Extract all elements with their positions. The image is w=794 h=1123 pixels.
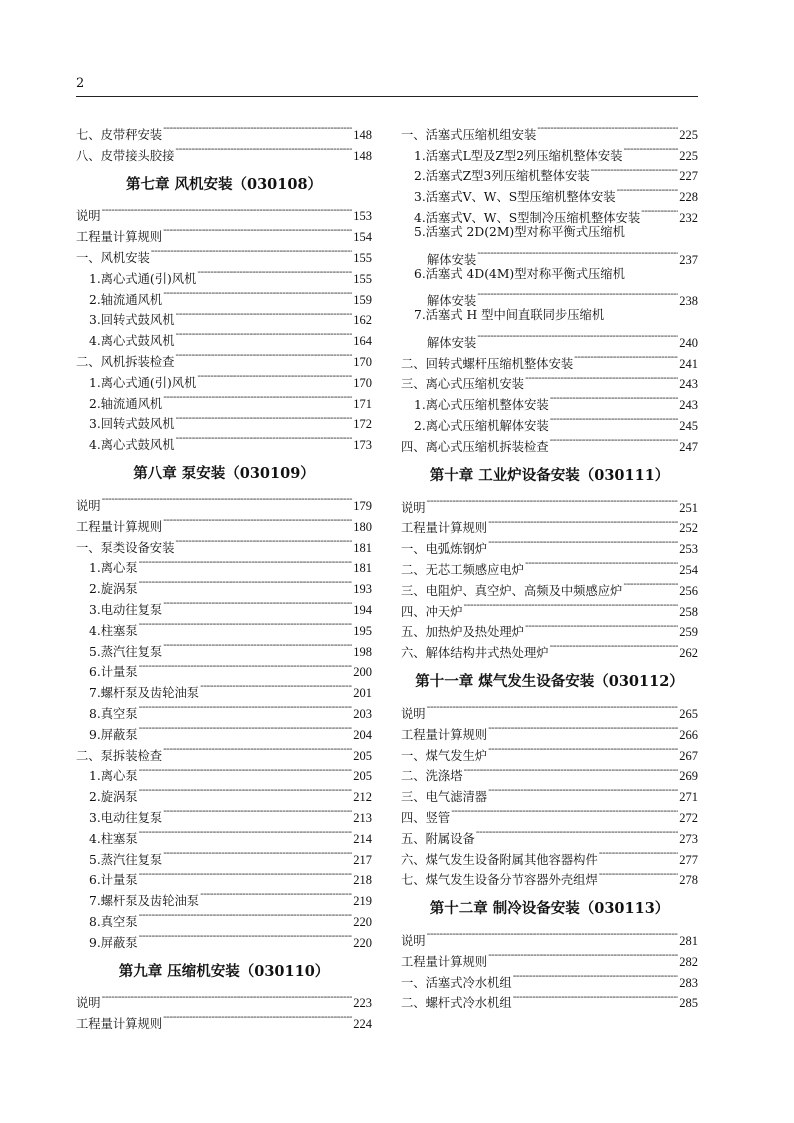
dot-leader bbox=[476, 822, 678, 843]
toc-entry-page: 164 bbox=[353, 334, 372, 349]
dot-leader bbox=[163, 739, 352, 760]
toc-entry-title: 3.回转式鼓风机 bbox=[89, 313, 175, 328]
toc-entry-page: 193 bbox=[353, 582, 372, 597]
toc-entry-page: 258 bbox=[679, 604, 698, 619]
dot-leader bbox=[550, 388, 679, 409]
dot-leader bbox=[599, 843, 678, 864]
toc-entry[interactable] bbox=[76, 200, 372, 224]
toc-entry-page: 267 bbox=[679, 748, 698, 763]
toc-entry-title: 工程量计算规则 bbox=[401, 954, 488, 969]
dot-leader bbox=[488, 532, 678, 553]
toc-entry-page: 256 bbox=[679, 583, 698, 598]
toc-entry[interactable] bbox=[76, 987, 372, 1011]
toc-entry-page: 217 bbox=[353, 852, 372, 867]
toc-entry-title: 解体安装 bbox=[427, 252, 477, 267]
dot-leader bbox=[617, 180, 679, 201]
dot-leader bbox=[176, 428, 353, 449]
toc-entry[interactable] bbox=[401, 512, 698, 536]
toc-entry-page: 282 bbox=[679, 954, 698, 969]
toc-entry-title: 工程量计算规则 bbox=[401, 727, 488, 742]
toc-entry-page: 204 bbox=[353, 727, 372, 742]
dot-leader bbox=[464, 760, 679, 781]
toc-right-column bbox=[401, 118, 698, 1011]
toc-entry-title: 二、螺杆式冷水机组 bbox=[401, 996, 512, 1011]
toc-entry-title: 9.屏蔽泵 bbox=[89, 935, 138, 950]
chapter-heading: 第七章 风机安装（030108） bbox=[125, 175, 323, 193]
dot-leader bbox=[163, 593, 352, 614]
dot-leader bbox=[163, 283, 352, 304]
dot-leader bbox=[139, 614, 353, 635]
dot-leader bbox=[139, 780, 353, 801]
dot-leader bbox=[163, 635, 352, 656]
dot-leader bbox=[550, 409, 679, 430]
toc-entry-title: 一、风机安装 bbox=[76, 250, 150, 265]
toc-entry-title: 6.计量泵 bbox=[89, 665, 138, 680]
toc-entry-title: 一、活塞式冷水机组 bbox=[401, 975, 512, 990]
toc-entry-title: 3.电动往复泵 bbox=[89, 602, 163, 617]
dot-leader bbox=[477, 284, 678, 305]
toc-entry-page: 148 bbox=[353, 148, 372, 163]
toc-entry-title: 2.轴流通风机 bbox=[89, 396, 163, 411]
toc-entry-page: 283 bbox=[679, 975, 698, 990]
toc-entry-page: 273 bbox=[679, 831, 698, 846]
dot-leader bbox=[525, 616, 678, 637]
dot-leader bbox=[513, 987, 679, 1008]
toc-entry-page: 252 bbox=[679, 521, 698, 536]
toc-entry-title: 2.旋涡泵 bbox=[89, 790, 138, 805]
toc-entry-title: 工程量计算规则 bbox=[76, 230, 163, 245]
toc-entry-title: 8.真空泵 bbox=[89, 706, 138, 721]
toc-entry-title: 说明 bbox=[76, 498, 101, 513]
dot-leader bbox=[550, 430, 679, 451]
toc-entry-page: 225 bbox=[679, 148, 698, 163]
toc-entry-page: 253 bbox=[679, 542, 698, 557]
toc-entry-title: 7.螺杆泵及齿轮油泵 bbox=[89, 686, 200, 701]
dot-leader bbox=[550, 636, 679, 657]
dot-leader bbox=[176, 324, 353, 345]
dot-leader bbox=[451, 801, 678, 822]
toc-entry-page: 205 bbox=[353, 748, 372, 763]
toc-entry-page: 265 bbox=[679, 706, 698, 721]
toc-entry-title: 1.活塞式L型及Z型2列压缩机整体安装 bbox=[414, 148, 623, 163]
toc-entry-page: 173 bbox=[353, 438, 372, 453]
toc-entry-title: 二、无芯工频感应电炉 bbox=[401, 562, 524, 577]
toc-entry-title: 说明 bbox=[401, 500, 426, 515]
toc-entry-title: 三、离心式压缩机安装 bbox=[401, 377, 524, 392]
toc-entry[interactable] bbox=[401, 491, 698, 515]
chapter-heading: 第十章 工业炉设备安装（030111） bbox=[429, 466, 670, 484]
toc-entry-title: 4.活塞式V、W、S型制冷压缩机整体安装 bbox=[414, 210, 641, 225]
toc-entry-page: 247 bbox=[679, 439, 698, 454]
toc-entry-title: 说明 bbox=[401, 706, 426, 721]
toc-entry-page: 203 bbox=[353, 706, 372, 721]
toc-entry-title: 6.活塞式 4D(4M)型对称平衡式压缩机 bbox=[414, 266, 625, 281]
toc-entry[interactable] bbox=[401, 305, 698, 326]
toc-entry-page: 240 bbox=[679, 335, 698, 350]
toc-entry-page: 155 bbox=[353, 250, 372, 265]
dot-leader bbox=[574, 347, 678, 368]
dot-leader bbox=[525, 553, 678, 574]
toc-entry-page: 181 bbox=[353, 561, 372, 576]
toc-entry-page: 179 bbox=[353, 498, 372, 513]
toc-entry[interactable] bbox=[76, 489, 372, 513]
toc-entry-title: 二、风机拆装检查 bbox=[76, 354, 175, 369]
toc-entry-title: 5.活塞式 2D(2M)型对称平衡式压缩机 bbox=[414, 224, 625, 239]
toc-entry-title: 1.离心式压缩机整体安装 bbox=[414, 398, 549, 413]
toc-entry[interactable] bbox=[76, 118, 372, 142]
header-rule bbox=[76, 96, 698, 97]
toc-entry-title: 3.回转式鼓风机 bbox=[89, 417, 175, 432]
toc-entry[interactable] bbox=[401, 326, 698, 350]
page-number: 2 bbox=[76, 76, 85, 91]
toc-entry-page: 245 bbox=[679, 418, 698, 433]
toc-entry-page: 241 bbox=[679, 356, 698, 371]
dot-leader bbox=[139, 718, 353, 739]
toc-entry-page: 180 bbox=[353, 519, 372, 534]
toc-entry[interactable] bbox=[76, 510, 372, 534]
dot-leader bbox=[641, 201, 678, 222]
dot-leader bbox=[139, 905, 353, 926]
toc-entry-title: 七、皮带秤安装 bbox=[76, 127, 163, 142]
dot-leader bbox=[623, 574, 678, 595]
dot-leader bbox=[175, 139, 352, 160]
chapter-heading: 第十二章 制冷设备安装（030113） bbox=[429, 900, 670, 918]
toc-entry-title: 1.离心式通(引)风机 bbox=[89, 375, 197, 390]
dot-leader bbox=[139, 760, 353, 781]
toc-entry-title: 五、加热炉及热处理炉 bbox=[401, 625, 524, 640]
toc-entry-page: 181 bbox=[353, 540, 372, 555]
dot-leader bbox=[102, 987, 353, 1008]
dot-leader bbox=[427, 491, 679, 512]
dot-leader bbox=[525, 368, 678, 389]
dot-leader bbox=[464, 595, 679, 616]
toc-entry-page: 201 bbox=[353, 686, 372, 701]
dot-leader bbox=[477, 326, 678, 347]
toc-entry-page: 238 bbox=[679, 294, 698, 309]
toc-entry-page: 170 bbox=[353, 354, 372, 369]
dot-leader bbox=[197, 366, 352, 387]
toc-entry-title: 4.柱塞泵 bbox=[89, 831, 138, 846]
dot-leader bbox=[163, 843, 352, 864]
toc-entry-title: 二、泵拆装检查 bbox=[76, 748, 163, 763]
dot-leader bbox=[488, 718, 678, 739]
dot-leader bbox=[163, 510, 352, 531]
dot-leader bbox=[139, 552, 353, 573]
toc-entry-title: 四、冲天炉 bbox=[401, 604, 463, 619]
dot-leader bbox=[537, 118, 678, 139]
dot-leader bbox=[200, 884, 352, 905]
toc-entry-page: 212 bbox=[353, 790, 372, 805]
toc-entry-page: 225 bbox=[679, 127, 698, 142]
toc-entry[interactable] bbox=[401, 697, 698, 721]
toc-entry-page: 277 bbox=[679, 852, 698, 867]
toc-entry-page: 251 bbox=[679, 500, 698, 515]
toc-entry-page: 220 bbox=[353, 914, 372, 929]
toc-entry-page: 271 bbox=[679, 790, 698, 805]
toc-entry-title: 解体安装 bbox=[427, 294, 477, 309]
toc-entry-title: 六、煤气发生设备附属其他容器构件 bbox=[401, 852, 598, 867]
toc-entry[interactable] bbox=[401, 924, 698, 949]
toc-entry-title: 一、煤气发生炉 bbox=[401, 748, 488, 763]
toc-entry-title: 工程量计算规则 bbox=[401, 521, 488, 536]
toc-entry-page: 243 bbox=[679, 398, 698, 413]
dot-leader bbox=[175, 531, 352, 552]
toc-entry-page: 278 bbox=[679, 873, 698, 888]
dot-leader bbox=[513, 966, 679, 987]
toc-entry-page: 154 bbox=[353, 230, 372, 245]
dot-leader bbox=[488, 739, 678, 760]
dot-leader bbox=[139, 697, 353, 718]
toc-entry-title: 3.电动往复泵 bbox=[89, 810, 163, 825]
dot-leader bbox=[163, 1007, 352, 1028]
dot-leader bbox=[175, 345, 352, 366]
toc-entry-page: 272 bbox=[679, 810, 698, 825]
toc-entry-page: 205 bbox=[353, 769, 372, 784]
dot-leader bbox=[151, 241, 352, 262]
toc-entry-title: 5.蒸汽往复泵 bbox=[89, 644, 163, 659]
toc-entry-title: 4.离心式鼓风机 bbox=[89, 334, 175, 349]
dot-leader bbox=[427, 697, 679, 718]
dot-leader bbox=[163, 220, 352, 241]
toc-entry-page: 148 bbox=[353, 127, 372, 142]
toc-entry-page: 269 bbox=[679, 769, 698, 784]
toc-entry-title: 三、电阻炉、真空炉、高频及中频感应炉 bbox=[401, 583, 623, 598]
toc-entry-title: 工程量计算规则 bbox=[76, 519, 163, 534]
dot-leader bbox=[427, 924, 679, 945]
dot-leader bbox=[477, 243, 678, 264]
toc-entry-title: 四、竖管 bbox=[401, 810, 451, 825]
dot-leader bbox=[176, 304, 353, 325]
toc-entry-page: 159 bbox=[353, 292, 372, 307]
toc-entry-title: 说明 bbox=[401, 934, 426, 949]
dot-leader bbox=[488, 780, 678, 801]
toc-left-column bbox=[76, 118, 372, 1032]
toc-entry-title: 说明 bbox=[76, 996, 101, 1011]
toc-entry-title: 4.离心式鼓风机 bbox=[89, 438, 175, 453]
toc-entry-page: 232 bbox=[679, 210, 698, 225]
toc-entry-page: 195 bbox=[353, 623, 372, 638]
toc-entry-title: 工程量计算规则 bbox=[76, 1017, 163, 1032]
toc-entry-title: 五、附属设备 bbox=[401, 831, 475, 846]
dot-leader bbox=[176, 408, 353, 429]
dot-leader bbox=[163, 801, 352, 822]
dot-leader bbox=[488, 512, 678, 533]
dot-leader bbox=[163, 118, 352, 139]
chapter-heading: 第八章 泵安装（030109） bbox=[133, 465, 315, 483]
dot-leader bbox=[102, 489, 353, 510]
toc-entry[interactable] bbox=[76, 220, 372, 245]
toc-entry-page: 194 bbox=[353, 602, 372, 617]
dot-leader bbox=[599, 864, 678, 885]
toc-entry-page: 219 bbox=[353, 894, 372, 909]
toc-entry-title: 解体安装 bbox=[427, 335, 477, 350]
toc-entry-page: 200 bbox=[353, 665, 372, 680]
toc-entry-page: 262 bbox=[679, 646, 698, 661]
toc-entry-page: 227 bbox=[679, 169, 698, 184]
toc-entry[interactable] bbox=[401, 284, 698, 309]
toc-entry-page: 155 bbox=[353, 271, 372, 286]
toc-entry-page: 259 bbox=[679, 625, 698, 640]
toc-entry-page: 243 bbox=[679, 377, 698, 392]
toc-entry-title: 1.离心式通(引)风机 bbox=[89, 271, 197, 286]
toc-entry-title: 4.柱塞泵 bbox=[89, 623, 138, 638]
toc-entry-page: 228 bbox=[679, 190, 698, 205]
toc-entry-title: 1.离心泵 bbox=[89, 769, 138, 784]
toc-entry-page: 285 bbox=[679, 996, 698, 1011]
toc-entry-page: 224 bbox=[353, 1017, 372, 1032]
dot-leader bbox=[163, 387, 352, 408]
toc-entry-title: 说明 bbox=[76, 209, 101, 224]
toc-entry-title: 二、回转式螺杆压缩机整体安装 bbox=[401, 356, 574, 371]
toc-entry-title: 9.屏蔽泵 bbox=[89, 727, 138, 742]
dot-leader bbox=[197, 262, 352, 283]
toc-entry-page: 198 bbox=[353, 644, 372, 659]
toc-entry-title: 6.计量泵 bbox=[89, 873, 138, 888]
toc-entry-page: 170 bbox=[353, 375, 372, 390]
toc-entry-title: 5.蒸汽往复泵 bbox=[89, 852, 163, 867]
toc-entry-title: 一、活塞式压缩机组安装 bbox=[401, 127, 537, 142]
toc-entry[interactable] bbox=[401, 222, 698, 243]
dot-leader bbox=[623, 139, 678, 160]
toc-entry-title: 1.离心泵 bbox=[89, 561, 138, 576]
toc-entry-page: 213 bbox=[353, 810, 372, 825]
toc-entry-page: 266 bbox=[679, 727, 698, 742]
toc-entry[interactable] bbox=[76, 1007, 372, 1032]
toc-entry-title: 8.真空泵 bbox=[89, 914, 138, 929]
toc-entry-title: 一、泵类设备安装 bbox=[76, 540, 175, 555]
toc-entry-title: 2.旋涡泵 bbox=[89, 582, 138, 597]
toc-entry-title: 四、离心式压缩机拆装检查 bbox=[401, 439, 549, 454]
toc-entry-title: 7.螺杆泵及齿轮油泵 bbox=[89, 894, 200, 909]
toc-entry[interactable] bbox=[401, 718, 698, 742]
toc-entry-page: 281 bbox=[679, 934, 698, 949]
dot-leader bbox=[488, 945, 678, 966]
dot-leader bbox=[591, 160, 679, 181]
chapter-heading: 第九章 压缩机安装（030110） bbox=[118, 962, 330, 980]
toc-entry-page: 218 bbox=[353, 873, 372, 888]
dot-leader bbox=[139, 822, 353, 843]
dot-leader bbox=[139, 572, 353, 593]
toc-entry-page: 214 bbox=[353, 831, 372, 846]
toc-entry-title: 2.活塞式Z型3列压缩机整体安装 bbox=[414, 169, 590, 184]
toc-entry-page: 171 bbox=[353, 396, 372, 411]
toc-entry-title: 三、电气滤清器 bbox=[401, 790, 488, 805]
toc-entry-page: 153 bbox=[353, 209, 372, 224]
toc-entry-page: 237 bbox=[679, 252, 698, 267]
dot-leader bbox=[139, 926, 353, 947]
toc-entry[interactable] bbox=[401, 945, 698, 969]
toc-entry[interactable] bbox=[401, 264, 698, 285]
toc-entry-title: 六、解体结构井式热处理炉 bbox=[401, 646, 549, 661]
toc-entry-title: 2.离心式压缩机解体安装 bbox=[414, 418, 549, 433]
toc-entry-title: 七、煤气发生设备分节容器外壳组焊 bbox=[401, 873, 598, 888]
toc-entry[interactable] bbox=[401, 118, 698, 142]
toc-entry-page: 254 bbox=[679, 562, 698, 577]
dot-leader bbox=[139, 864, 353, 885]
toc-entry-title: 3.活塞式V、W、S型压缩机整体安装 bbox=[414, 190, 616, 205]
toc-entry-title: 二、洗涤塔 bbox=[401, 769, 463, 784]
toc-entry-title: 2.轴流通风机 bbox=[89, 292, 163, 307]
dot-leader bbox=[200, 676, 352, 697]
toc-entry-page: 172 bbox=[353, 417, 372, 432]
toc-entry-page: 223 bbox=[353, 996, 372, 1011]
toc-entry-title: 一、电弧炼钢炉 bbox=[401, 542, 488, 557]
dot-leader bbox=[139, 656, 353, 677]
chapter-heading: 第十一章 煤气发生设备安装（030112） bbox=[415, 673, 684, 691]
toc-entry-page: 162 bbox=[353, 313, 372, 328]
dot-leader bbox=[102, 200, 353, 221]
toc-entry-title: 八、皮带接头胶接 bbox=[76, 148, 175, 163]
toc-entry-page: 220 bbox=[353, 935, 372, 950]
toc-entry[interactable] bbox=[401, 243, 698, 267]
toc-entry-title: 7.活塞式 H 型中间直联同步压缩机 bbox=[414, 308, 605, 323]
